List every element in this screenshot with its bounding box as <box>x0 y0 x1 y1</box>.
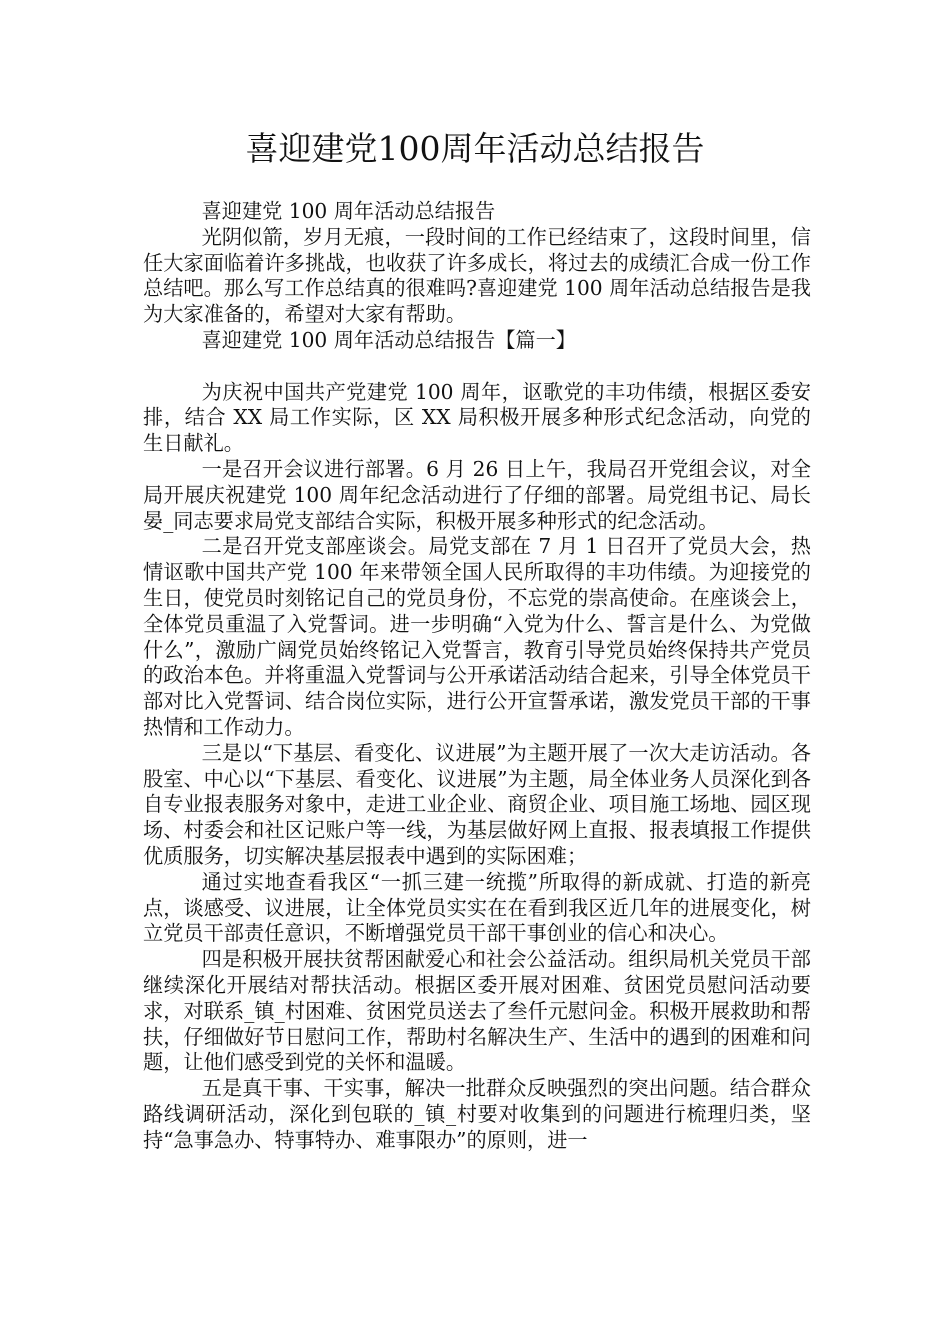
paragraph-heading-repeat: 喜迎建党 100 周年活动总结报告 <box>201 199 496 223</box>
paragraph-item-three: 三是以“下基层、看变化、议进展”为主题开展了一次大走访活动。各股室、中心以“下基层、看变化、议进展”为主题，局全体业务人员深化到各自专业报表服务对象中，走进工业企业、商贸企业、项目施工场地、园区现场、村委会和社区记账户等一线，为基层做好网上直报、报表填报工作提供优质服务，切实解决基层报表中遇到的实际困难； <box>143 740 811 868</box>
paragraph-item-two: 二是召开党支部座谈会。局党支部在 7 月 1 日召开了党员大会，热情讴歌中国共产党 100 年来带领全国人民所取得的丰功伟绩。为迎接党的生日，使党员时刻铭记自己的党员身份，不忘党的崇高使命。在座谈会上，全体党员重温了入党誓词。进一步明确“入党为什么、誓言是什么、为党做什么”，激励广阔党员始终铭记入党誓言，教育引导党员始终保持共产党员的政治本色。并将重温入党誓词与公开承诺活动结合起来，引导全体党员干部对比入党誓词、结合岗位实际，进行公开宣誓承诺，激发党员干部的干事热情和工作动力。 <box>143 534 811 739</box>
paragraph-intro: 光阴似箭，岁月无痕，一段时间的工作已经结束了，这段时间里，信任大家面临着许多挑战，也收获了许多成长，将过去的成绩汇合成一份工作总结吧。那么写工作总结真的很难吗?喜迎建党 100 周年活动总结报告是我为大家准备的，希望对大家有帮助。 <box>143 224 811 327</box>
document-title: 喜迎建党100周年活动总结报告 <box>245 129 705 168</box>
paragraph-item-four: 四是积极开展扶贫帮困献爱心和社会公益活动。组织局机关党员干部继续深化开展结对帮扶活动。根据区委开展对困难、贫困党员慰问活动要求，对联系_镇_村困难、贫困党员送去了叁仟元慰问金。积极开展救助和帮扶，仔细做好节日慰问工作，帮助村名解决生产、生活中的遇到的困难和问题，让他们感受到党的关怀和温暖。 <box>143 947 811 1075</box>
section-heading-part-one: 喜迎建党 100 周年活动总结报告【篇一】 <box>201 327 576 352</box>
paragraph-overview: 为庆祝中国共产党建党 100 周年，讴歌党的丰功伟绩，根据区委安排，结合 XX 局工作实际，区 XX 局积极开展多种形式纪念活动，向党的生日献礼。 <box>143 379 811 456</box>
paragraph-item-five: 五是真干事、干实事，解决一批群众反映强烈的突出问题。结合群众路线调研活动，深化到包联的_镇_村要对收集到的问题进行梳理归类，坚持“急事急办、特事特办、难事限办”的原则，进一 <box>143 1076 811 1152</box>
paragraph-item-one: 一是召开会议进行部署。6 月 26 日上午，我局召开党组会议，对全局开展庆祝建党 100 周年纪念活动进行了仔细的部署。局党组书记、局长晏_同志要求局党支部结合实际，积极开展多种形式的纪念活动。 <box>143 456 811 533</box>
document-body <box>143 199 811 1153</box>
blank-line <box>143 354 811 380</box>
paragraph-item-three-continued: 通过实地查看我区“一抓三建一统揽”所取得的新成就、打造的新亮点，谈感受、议进展，让全体党员实实在在看到我区近几年的进展变化，树立党员干部责任意识，不断增强党员干部干事创业的信心和决心。 <box>143 869 811 946</box>
